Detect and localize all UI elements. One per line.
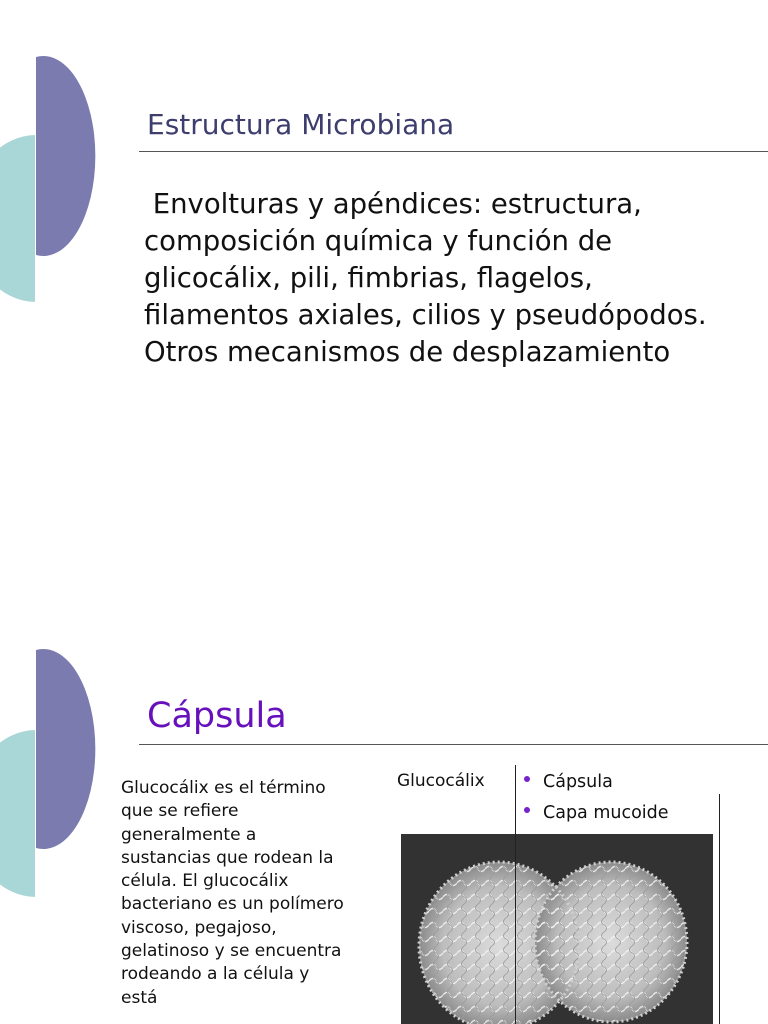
title-divider: [139, 744, 768, 745]
bullet-dot-icon: [524, 807, 530, 813]
list-item-label: Capa mucoide: [543, 803, 669, 823]
slide-title: Cápsula: [147, 696, 287, 736]
diagram-divider: [719, 794, 720, 1024]
glucocalix-description: Glucocálix es el término que se refiere generalmente a sustancias que rodean la célula. El glucocálix bacteriano es un polímero viscoso, pegajoso, gelatinoso y se encuentra rodeando a la célula y está: [121, 778, 344, 1008]
list-item-label: Cápsula: [543, 772, 613, 792]
diagram-divider: [515, 765, 516, 1024]
slide-body-text: Envolturas y apéndices: estructura, composición química y función de glicocálix, pili, fimbrias, flagelos, filamentos axiales, cilios y pseudópodos. Otros mecanismos de desplazamiento: [144, 188, 716, 368]
slide-decoration-circles-icon: [0, 0, 110, 320]
bullet-dot-icon: [524, 776, 530, 782]
list-item: [524, 800, 669, 831]
slide-title: Estructura Microbiana: [147, 108, 455, 141]
title-divider: [139, 151, 768, 152]
bacterial-cell-micrograph-icon: [401, 834, 713, 1024]
slide-decoration-circles-icon: [0, 620, 110, 940]
slide-2: [0, 620, 768, 1024]
list-item: [524, 769, 669, 800]
diagram-label: Glucocálix: [397, 771, 485, 791]
glucocalix-types-list: [524, 769, 669, 831]
